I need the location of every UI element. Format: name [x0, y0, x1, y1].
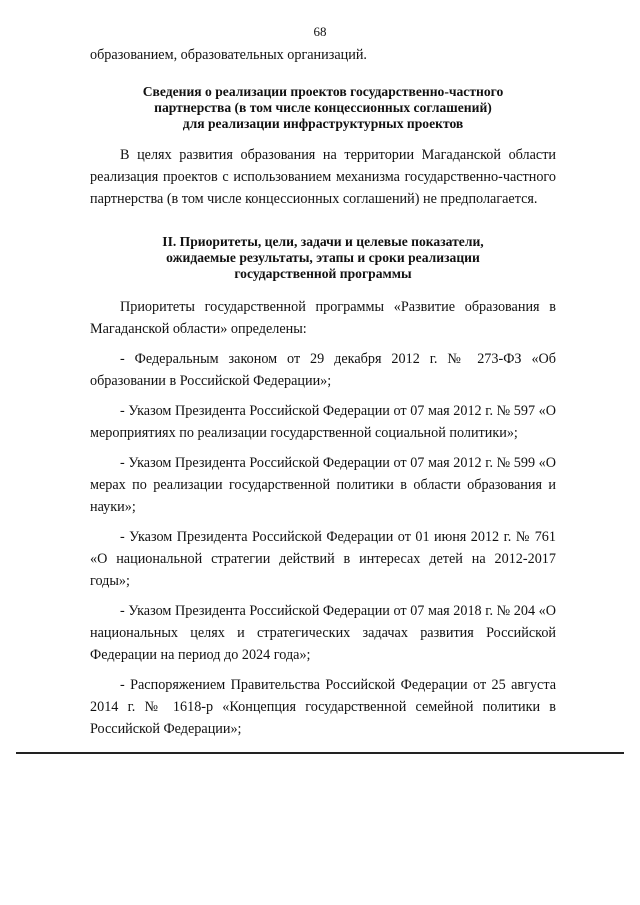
priority-item: - Распоряжением Правительства Российской Федерации от 25 августа 2014 г. № 1618-р «Концепция государственной семейной политики в Российской Федерации»;	[90, 677, 556, 737]
section1-heading	[90, 84, 556, 132]
page-number: 68	[313, 24, 327, 39]
priority-item: - Указом Президента Российской Федерации от 07 мая 2018 г. № 204 «О национальных целях и стратегических задачах развития Российской Федерации на период до 2024 года»;	[90, 603, 556, 663]
intro-tail: образованием, образовательных организаций.	[90, 47, 367, 63]
priority-item: - Указом Президента Российской Федерации от 07 мая 2012 г. № 599 «О мерах по реализации государственной политики в области образования и науки»;	[90, 455, 556, 515]
section2-heading	[90, 234, 556, 282]
priority-item: - Указом Президента Российской Федерации от 01 июня 2012 г. № 761 «О национальной стратегии действий в интересах детей на 2012-2017 годы»;	[90, 529, 556, 589]
priority-item: - Указом Президента Российской Федерации от 07 мая 2012 г. № 597 «О мероприятиях по реализации государственной социальной политики»;	[90, 403, 556, 441]
section2-heading-line: II. Приоритеты, цели, задачи и целевые показатели,	[162, 234, 484, 249]
section2-heading-line: государственной программы	[234, 266, 412, 281]
section2-heading-line: ожидаемые результаты, этапы и сроки реализации	[166, 250, 480, 265]
section1-heading-line: для реализации инфраструктурных проектов	[182, 116, 464, 131]
section1-heading-line: Сведения о реализации проектов государственно-частного	[142, 84, 504, 99]
priority-item: - Федеральным законом от 29 декабря 2012 г. № 273-ФЗ «Об образовании в Российской Федерации»;	[90, 351, 556, 389]
section1-heading-line: партнерства (в том числе концессионных соглашений)	[154, 100, 492, 115]
section2-lead: Приоритеты государственной программы «Развитие образования в Магаданской области» определены:	[90, 299, 556, 337]
page-bottom-rule	[16, 752, 624, 754]
document-body	[90, 44, 556, 740]
section1-paragraph: В целях развития образования на территории Магаданской области реализация проектов с использованием механизма государственно-частного партнерства (в том числе концессионных соглашений) не предполагается.	[90, 147, 556, 207]
